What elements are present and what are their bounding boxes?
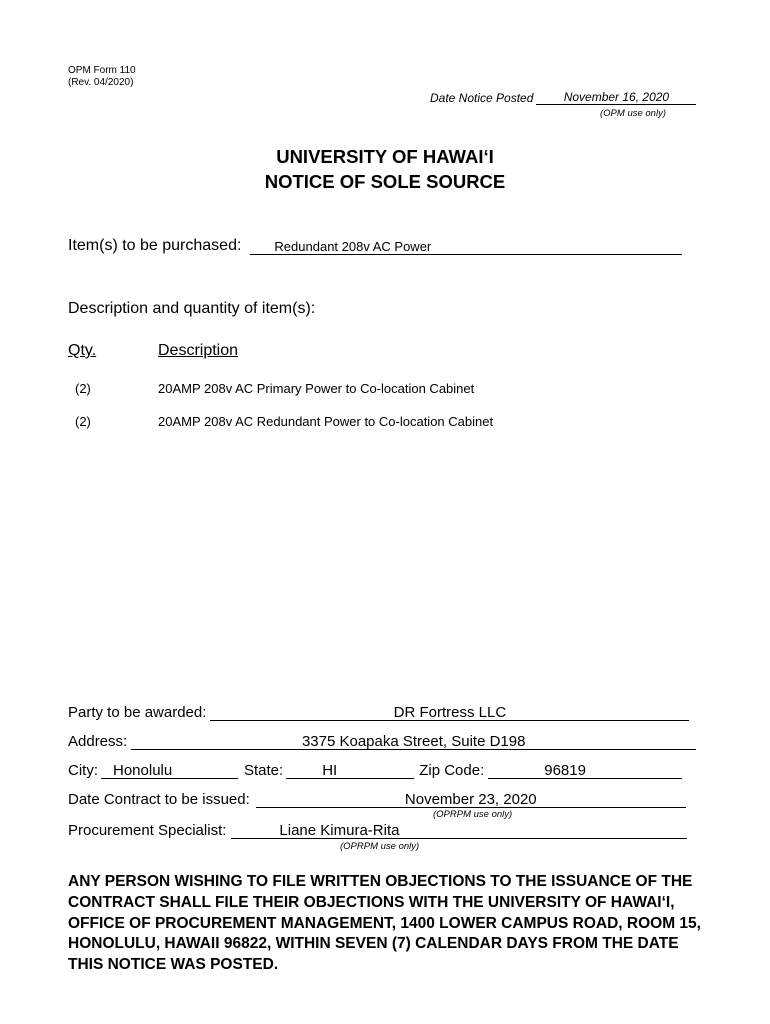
zip-value: 96819 bbox=[488, 762, 682, 779]
item-row-2-description: 20AMP 208v AC Redundant Power to Co-location Cabinet bbox=[158, 414, 494, 429]
party-value: DR Fortress LLC bbox=[210, 704, 689, 721]
item-row-1-description: 20AMP 208v AC Primary Power to Co-location Cabinet bbox=[158, 381, 475, 396]
description-heading: Description and quantity of item(s): bbox=[68, 300, 316, 317]
opm-use-only-note: (OPM use only) bbox=[600, 108, 666, 119]
contract-date-field bbox=[68, 791, 686, 808]
address-field bbox=[68, 733, 696, 750]
specialist-label: Procurement Specialist: bbox=[68, 822, 227, 839]
items-to-purchase bbox=[68, 237, 682, 255]
item-row-1-qty: (2) bbox=[75, 381, 91, 396]
city-state-zip-row bbox=[68, 762, 682, 779]
form-id-block bbox=[68, 65, 136, 89]
items-label: Item(s) to be purchased: bbox=[68, 237, 242, 254]
date-posted-label: Date Notice Posted bbox=[430, 91, 534, 105]
contract-date-label: Date Contract to be issued: bbox=[68, 791, 250, 808]
objection-notice: ANY PERSON WISHING TO FILE WRITTEN OBJECTIONS TO THE ISSUANCE OF THE CONTRACT SHALL FILE THEIR OBJECTIONS WITH THE UNIVERSITY OF HAWAI‘I, OFFICE OF PROCUREMENT MANAGEMENT, 1400 LOWER CAMPUS ROAD, ROOM 15, HONOLULU, HAWAII 96822, WITHIN SEVEN (7) CALENDAR DAYS FROM THE DATE THIS NOTICE WAS POSTED. bbox=[68, 873, 701, 974]
form-revision: (Rev. 04/2020) bbox=[68, 77, 134, 88]
description-column-header: Description bbox=[158, 342, 239, 359]
party-label: Party to be awarded: bbox=[68, 704, 207, 721]
item-row-2-qty: (2) bbox=[75, 414, 91, 429]
state-value: HI bbox=[286, 762, 414, 779]
page-title-university: UNIVERSITY OF HAWAI‘I bbox=[276, 146, 494, 167]
state-label: State: bbox=[244, 762, 284, 779]
procurement-specialist-field bbox=[68, 822, 687, 839]
party-to-be-awarded bbox=[68, 704, 689, 721]
address-value: 3375 Koapaka Street, Suite D198 bbox=[131, 733, 696, 750]
items-value: Redundant 208v AC Power bbox=[250, 238, 682, 255]
qty-column-header: Qty. bbox=[68, 342, 97, 359]
contract-date-value: November 23, 2020 bbox=[256, 791, 686, 808]
page-title-notice: NOTICE OF SOLE SOURCE bbox=[264, 171, 506, 192]
specialist-value: Liane Kimura-Rita bbox=[231, 822, 687, 839]
city-value: Honolulu bbox=[101, 762, 238, 779]
zip-label: Zip Code: bbox=[419, 762, 485, 779]
date-posted-value: November 16, 2020 bbox=[536, 90, 696, 105]
oprpm-use-only-note-2: (OPRPM use only) bbox=[340, 841, 420, 852]
oprpm-use-only-note-1: (OPRPM use only) bbox=[433, 809, 513, 820]
date-notice-posted bbox=[430, 90, 696, 105]
form-number: OPM Form 110 bbox=[68, 65, 136, 76]
city-label: City: bbox=[68, 762, 98, 779]
address-label: Address: bbox=[68, 733, 128, 750]
